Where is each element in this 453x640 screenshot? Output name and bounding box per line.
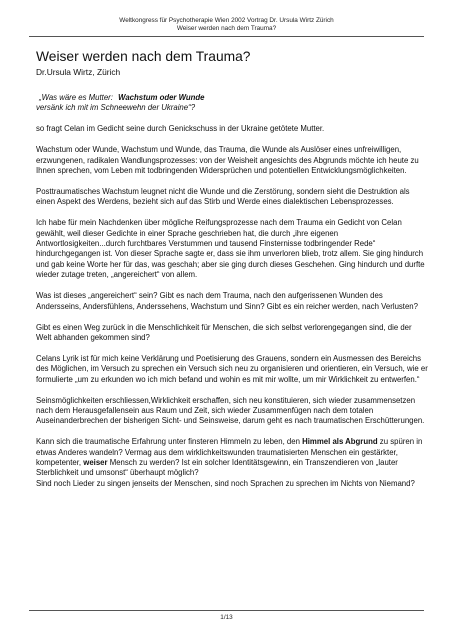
page-header [60, 17, 393, 34]
document-title: Weiser werden nach dem Trauma? [36, 49, 251, 64]
opening-quote [36, 93, 429, 114]
paragraph-3: Posttraumatisches Wachstum leugnet nicht die Wunde und die Zerstörung, sondern sieht die Destruktion als einen Aspekt des Werdens, bezieht sich auf das Stirb und Werde eines dialektischen Lebensprozesses. [36, 186, 410, 207]
paragraph-2: Wachstum oder Wunde, Wachstum und Wunde, das Trauma, die Wunde als Auslöser eines unfreiwilligen, erzwungenen, radikalen Wandlungsprozesses: von der Weisheit angesichts des Abgrunds möchte ich heute zu Ihnen sprechen, vom Leben mit todbringenden Widersprüchen und potentiellen Entwicklungsmöglichkeiten. [36, 145, 419, 176]
paragraph-6: Gibt es einen Weg zurück in die Menschlichkeit für Menschen, die sich selbst verlorengegangen sind, die der Welt abhanden gekommen sind? [36, 322, 412, 342]
paragraph-1: so fragt Celan im Gedicht seine durch Genickschuss in der Ukraine getötete Mutter. [36, 124, 325, 134]
header-line-1: Weltkongress für Psychotherapie Wien 2002 Vortrag Dr. Ursula Wirtz Zürich [119, 17, 334, 24]
quote-bold: Wachstum oder Wunde [118, 93, 205, 102]
header-divider [29, 36, 424, 37]
paragraph-9 [36, 437, 429, 479]
paragraph-4: Ich habe für mein Nachdenken über mögliche Reifungsprozesse nach dem Trauma ein Gedicht von Celan gewählt, weil dieser Gedichte in einer Sprache geschrieben hat, die durch „ihre eigenen Antwortlosigkeiten...durch furchtbares Verstummen und tausend Finsternisse todbringender Rede“ hindurchgegangen ist. Von dieser Sprache sagte er, dass sie ihm unverloren blieb, trotz allem. Sie ging hindurch und gab keine Worte her für das, was geschah; aber sie ging durch dieses Geschehen. Ging hindurch und durfte wieder zutage treten, „angereichert“ von allem. [36, 218, 425, 280]
paragraph-7: Celans Lyrik ist für mich keine Verklärung und Poetisierung des Grauens, sondern ein Ausmessen des Bereichs des Möglichen, im Versuch zu sprechen ein Versuch sich neu zu organisieren und orientieren, ein Versuch, wie er formulierte „um zu erkunden wo ich mich befand und wohin es mit mir wollte, um mir Wirklichkeit zu entwerfen.“ [36, 353, 428, 384]
document-body [36, 49, 429, 500]
paragraph-9-bold-1: Himmel als Abgrund [302, 437, 378, 447]
footer-divider [29, 610, 424, 611]
paragraph-5: Was ist dieses „angereichert“ sein? Gibt es nach dem Trauma, nach den aufgerissenen Wunden des Andersseins, Andersfühlens, Anderssehens, Wachstum und Sinn? Gibt es ein reicher werden, nach Verlusten? [36, 291, 418, 311]
paragraph-9-part-e: Mensch zu werden? Ist ein solcher Identitätsgewinn, ein Transzendieren von „lauter Sterblichkeit und umsonst“ überhaupt möglich? [36, 458, 398, 478]
quote-line-2: versänk ich mit im Schneewehn der Ukraine“? [36, 103, 196, 113]
paragraph-8: Seinsmöglichkeiten erschliessen,Wirklichkeit erschaffen, sich neu konstituieren, sich wieder zusammensetzen nach dem Herausgefallensein aus Raum und Zeit, sich wieder Zusammenfügen nach dem totalen Auseinanderbrechen der bisherigen Sicht- und Seinsweise, darum geht es nach traumatischen Erschütterungen. [36, 395, 425, 426]
page-number: 1/13 [220, 614, 233, 621]
paragraph-9-bold-2: weiser [83, 458, 108, 468]
paragraph-9-part-a: Kann sich die traumatische Erfahrung unter finsteren Himmeln zu leben, den [36, 437, 303, 447]
author-line: Dr.Ursula Wirtz, Zürich [36, 67, 121, 77]
header-line-2: Weiser werden nach dem Trauma? [176, 25, 277, 33]
paragraph-9-part-c: zu spüren in etwas Anderes wandeln? Vermag aus dem wirklichkeitswunden traumatisierten Menschen ein gestärkter, kompetenter, [36, 437, 423, 468]
paragraph-10: Sind noch Lieder zu singen jenseits der Menschen, sind noch Sprachen zu sprechen im Nichts von Niemand? [36, 478, 415, 488]
quote-prefix: „Was wäre es Mutter: [39, 93, 116, 102]
